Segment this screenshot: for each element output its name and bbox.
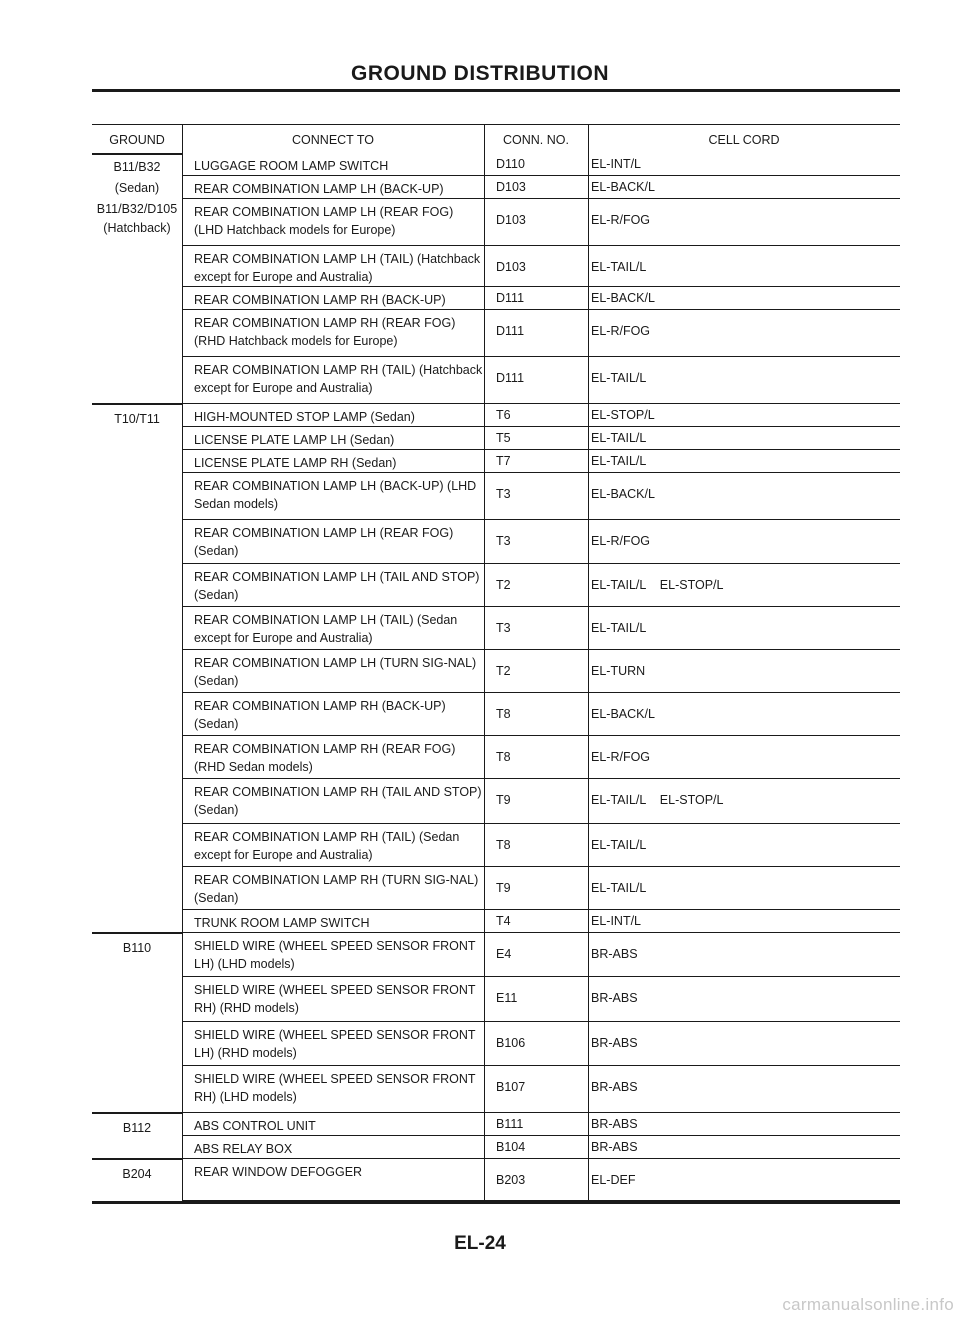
conn-no-cell: D111 bbox=[496, 324, 525, 338]
cell-cord-cell: EL-BACK/L bbox=[591, 180, 655, 194]
conn-no-cell: B111 bbox=[496, 1117, 524, 1131]
table-row bbox=[182, 736, 900, 779]
table-row bbox=[182, 404, 900, 427]
table-row bbox=[182, 867, 900, 910]
cell-cord-cell: BR-ABS bbox=[591, 1080, 638, 1094]
ground-label: B11/B32/D105 bbox=[96, 202, 178, 216]
cell-cord-cell: EL-INT/L bbox=[591, 914, 642, 928]
ground-label: (Hatchback) bbox=[103, 221, 171, 235]
connect-to-cell: REAR COMBINATION LAMP RH (TAIL) (Sedan except for Europe and Australia) bbox=[194, 830, 460, 862]
table-row bbox=[182, 824, 900, 867]
connect-to-cell: ABS RELAY BOX bbox=[194, 1142, 293, 1156]
cell-cord-cell: EL-BACK/L bbox=[591, 291, 655, 305]
table-row bbox=[182, 1022, 900, 1066]
conn-no-cell: D111 bbox=[496, 291, 525, 305]
conn-no-cell: D110 bbox=[496, 157, 525, 171]
group-separator bbox=[92, 932, 182, 934]
connect-to-cell: REAR COMBINATION LAMP LH (TAIL) (Sedan except for Europe and Australia) bbox=[194, 613, 458, 645]
table-row bbox=[182, 564, 900, 607]
header-cell-cord: CELL CORD bbox=[708, 133, 780, 147]
connect-to-cell: REAR COMBINATION LAMP RH (BACK-UP) bbox=[194, 293, 446, 307]
conn-no-cell: E11 bbox=[496, 991, 518, 1005]
connect-to-cell: SHIELD WIRE (WHEEL SPEED SENSOR FRONT RH) (RHD models) bbox=[194, 983, 476, 1015]
row-separator bbox=[92, 153, 182, 155]
table-row bbox=[182, 1159, 900, 1201]
connect-to-cell: REAR COMBINATION LAMP RH (REAR FOG) (RHD Hatchback models for Europe) bbox=[194, 316, 456, 348]
cell-cord-cell: BR-ABS bbox=[591, 947, 638, 961]
title-rule bbox=[92, 89, 900, 92]
cell-cord-cell: EL-TAIL/L bbox=[591, 838, 647, 852]
cell-cord-cell: BR-ABS bbox=[591, 1036, 638, 1050]
conn-no-cell: D111 bbox=[496, 371, 525, 385]
table-row bbox=[182, 1066, 900, 1113]
connect-to-cell: SHIELD WIRE (WHEEL SPEED SENSOR FRONT RH) (LHD models) bbox=[194, 1072, 476, 1104]
table-row bbox=[182, 176, 900, 199]
page-number: EL-24 bbox=[454, 1233, 506, 1254]
cell-cord-cell: EL-R/FOG bbox=[591, 750, 651, 764]
cell-cord-cell: EL-TAIL/L bbox=[591, 371, 647, 385]
group-separator bbox=[92, 1112, 182, 1114]
connect-to-cell: LICENSE PLATE LAMP LH (Sedan) bbox=[194, 433, 395, 447]
conn-no-cell: B107 bbox=[496, 1080, 526, 1094]
table-row bbox=[182, 287, 900, 310]
conn-no-cell: T3 bbox=[496, 534, 511, 548]
connect-to-cell: TRUNK ROOM LAMP SWITCH bbox=[194, 916, 370, 930]
table-row bbox=[182, 246, 900, 287]
cell-cord-cell: BR-ABS bbox=[591, 991, 638, 1005]
table-row bbox=[182, 1113, 900, 1136]
cell-cord-cell: EL-R/FOG bbox=[591, 324, 651, 338]
connect-to-cell: LICENSE PLATE LAMP RH (Sedan) bbox=[194, 456, 397, 470]
cell-cord-cell: EL-TAIL/L bbox=[591, 260, 647, 274]
conn-no-cell: D103 bbox=[496, 213, 526, 227]
cell-cord-cell: EL-TAIL/L EL-STOP/L bbox=[591, 793, 724, 807]
table-row bbox=[182, 910, 900, 933]
connect-to-cell: ABS CONTROL UNIT bbox=[194, 1119, 316, 1133]
table-row bbox=[182, 450, 900, 473]
connect-to-cell: REAR COMBINATION LAMP RH (TAIL AND STOP) (Sedan) bbox=[194, 785, 482, 817]
conn-no-cell: T6 bbox=[496, 408, 511, 422]
watermark: carmanualsonline.info bbox=[782, 1295, 954, 1314]
cell-cord-cell: EL-TAIL/L bbox=[591, 881, 647, 895]
connect-to-cell: REAR COMBINATION LAMP LH (BACK-UP) bbox=[194, 182, 444, 196]
table-row bbox=[182, 473, 900, 520]
conn-no-cell: T2 bbox=[496, 664, 511, 678]
cell-cord-cell: EL-R/FOG bbox=[591, 213, 651, 227]
table-row bbox=[182, 153, 900, 176]
conn-no-cell: T8 bbox=[496, 750, 511, 764]
cell-cord-cell: EL-STOP/L bbox=[591, 408, 655, 422]
table-row bbox=[182, 650, 900, 693]
connect-to-cell: REAR COMBINATION LAMP RH (TURN SIG-NAL) (Sedan) bbox=[194, 873, 479, 905]
table-row bbox=[182, 693, 900, 736]
conn-no-cell: T9 bbox=[496, 881, 511, 895]
cell-cord-cell: EL-TAIL/L EL-STOP/L bbox=[591, 578, 724, 592]
connect-to-cell: REAR WINDOW DEFOGGER bbox=[194, 1165, 363, 1179]
connect-to-cell: REAR COMBINATION LAMP RH (BACK-UP) (Sedan) bbox=[194, 699, 446, 731]
conn-no-cell: T8 bbox=[496, 707, 511, 721]
conn-no-cell: T8 bbox=[496, 838, 511, 852]
conn-no-cell: T3 bbox=[496, 621, 511, 635]
conn-no-cell: T4 bbox=[496, 914, 511, 928]
table-row bbox=[182, 1136, 900, 1159]
conn-no-cell: T9 bbox=[496, 793, 511, 807]
cell-cord-cell: EL-TURN bbox=[591, 664, 646, 678]
connect-to-cell: SHIELD WIRE (WHEEL SPEED SENSOR FRONT LH) (RHD models) bbox=[194, 1028, 476, 1060]
ground-label: (Sedan) bbox=[114, 181, 160, 195]
connect-to-cell: REAR COMBINATION LAMP LH (TURN SIG-NAL) (Sedan) bbox=[194, 656, 477, 688]
connect-to-cell: REAR COMBINATION LAMP RH (REAR FOG) (RHD Sedan models) bbox=[194, 742, 456, 774]
table-row bbox=[182, 427, 900, 450]
connect-to-cell: SHIELD WIRE (WHEEL SPEED SENSOR FRONT LH) (LHD models) bbox=[194, 939, 476, 971]
table-row bbox=[182, 199, 900, 246]
ground-label: B11/B32 bbox=[113, 160, 161, 174]
conn-no-cell: T3 bbox=[496, 487, 511, 501]
group-separator bbox=[92, 1158, 182, 1160]
header-ground: GROUND bbox=[109, 133, 165, 147]
table-row bbox=[182, 977, 900, 1022]
table-header bbox=[92, 124, 900, 154]
connect-to-cell: REAR COMBINATION LAMP LH (BACK-UP) (LHD Sedan models) bbox=[194, 479, 477, 511]
conn-no-cell: B106 bbox=[496, 1036, 526, 1050]
connect-to-cell: HIGH-MOUNTED STOP LAMP (Sedan) bbox=[194, 410, 415, 424]
connect-to-cell: REAR COMBINATION LAMP LH (REAR FOG) (Sedan) bbox=[194, 526, 454, 558]
conn-no-cell: D103 bbox=[496, 260, 526, 274]
connect-to-cell: LUGGAGE ROOM LAMP SWITCH bbox=[194, 159, 389, 173]
table-row bbox=[182, 357, 900, 404]
header-conn-no: CONN. NO. bbox=[503, 133, 569, 147]
page-title: GROUND DISTRIBUTION bbox=[351, 62, 609, 85]
cell-cord-cell: EL-R/FOG bbox=[591, 534, 651, 548]
cell-cord-cell: EL-INT/L bbox=[591, 157, 642, 171]
table-row bbox=[182, 607, 900, 650]
connect-to-cell: REAR COMBINATION LAMP LH (TAIL) (Hatchback except for Europe and Australia) bbox=[194, 252, 481, 284]
ground-label: B110 bbox=[122, 941, 152, 955]
conn-no-cell: T2 bbox=[496, 578, 511, 592]
conn-no-cell: T5 bbox=[496, 431, 511, 445]
cell-cord-cell: EL-DEF bbox=[591, 1173, 636, 1187]
group-separator bbox=[92, 403, 182, 405]
connect-to-cell: REAR COMBINATION LAMP LH (TAIL AND STOP) (Sedan) bbox=[194, 570, 480, 602]
connect-to-cell: REAR COMBINATION LAMP LH (REAR FOG) (LHD Hatchback models for Europe) bbox=[194, 205, 454, 237]
conn-no-cell: B104 bbox=[496, 1140, 526, 1154]
table-row bbox=[182, 310, 900, 357]
ground-label: B112 bbox=[122, 1121, 152, 1135]
ground-label: T10/T11 bbox=[114, 412, 160, 426]
cell-cord-cell: EL-TAIL/L bbox=[591, 454, 647, 468]
table-row bbox=[182, 779, 900, 824]
connect-to-cell: REAR COMBINATION LAMP RH (TAIL) (Hatchback except for Europe and Australia) bbox=[194, 363, 483, 395]
ground-label: B204 bbox=[122, 1167, 152, 1181]
cell-cord-cell: EL-TAIL/L bbox=[591, 621, 647, 635]
cell-cord-cell: EL-BACK/L bbox=[591, 707, 655, 721]
cell-cord-cell: EL-TAIL/L bbox=[591, 431, 647, 445]
cell-cord-cell: BR-ABS bbox=[591, 1140, 638, 1154]
bottom-rule bbox=[92, 1201, 900, 1204]
table-row bbox=[182, 520, 900, 564]
conn-no-cell: E4 bbox=[496, 947, 512, 961]
conn-no-cell: B203 bbox=[496, 1173, 526, 1187]
conn-no-cell: D103 bbox=[496, 180, 526, 194]
table-row bbox=[182, 933, 900, 977]
cell-cord-cell: BR-ABS bbox=[591, 1117, 638, 1131]
cell-cord-cell: EL-BACK/L bbox=[591, 487, 655, 501]
conn-no-cell: T7 bbox=[496, 454, 511, 468]
header-connect-to: CONNECT TO bbox=[292, 133, 374, 147]
